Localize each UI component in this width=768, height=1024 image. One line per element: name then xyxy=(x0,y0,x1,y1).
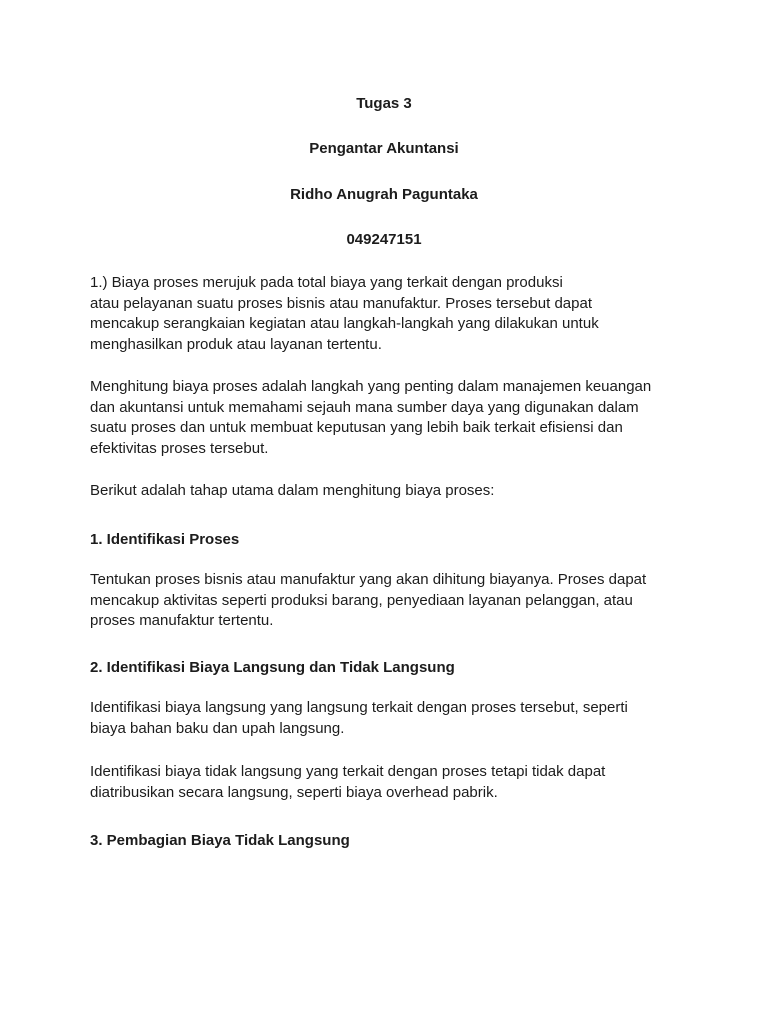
importance-paragraph xyxy=(90,377,690,459)
text-line: atau pelayanan suatu proses bisnis atau manufaktur. Proses tersebut dapat xyxy=(90,294,592,312)
text-line: suatu proses dan untuk membuat keputusan yang lebih baik terkait efisiensi dan xyxy=(90,419,623,436)
text-line: diatribusikan secara langsung, seperti biaya overhead pabrik. xyxy=(90,783,498,801)
step-1-paragraph xyxy=(90,570,690,632)
text-line: efektivitas proses tersebut. xyxy=(90,439,269,457)
text-line: mencakup serangkaian kegiatan atau langkah-langkah yang dilakukan untuk xyxy=(90,315,599,332)
step-2-heading: 2. Identifikasi Biaya Langsung dan Tidak Langsung xyxy=(90,659,455,676)
text-line: Identifikasi biaya langsung yang langsung terkait dengan proses tersebut, seperti xyxy=(90,699,628,716)
step-2-indirect-paragraph xyxy=(90,762,690,803)
text-line: Menghitung biaya proses adalah langkah yang penting dalam manajemen keuangan xyxy=(90,378,652,395)
student-name: Ridho Anugrah Paguntaka xyxy=(290,186,478,203)
text-line: dan akuntansi untuk memahami sejauh mana sumber daya yang digunakan dalam xyxy=(90,398,639,416)
step-2-direct-paragraph xyxy=(90,698,690,739)
text-line: proses manufaktur tertentu. xyxy=(90,612,274,629)
steps-intro-paragraph xyxy=(90,481,690,502)
course-name: Pengantar Akuntansi xyxy=(309,140,459,157)
student-id: 049247151 xyxy=(346,231,422,248)
step-1-heading: 1. Identifikasi Proses xyxy=(90,531,240,548)
text-line: biaya bahan baku dan upah langsung. xyxy=(90,719,345,737)
text-line: Identifikasi biaya tidak langsung yang terkait dengan proses tetapi tidak dapat xyxy=(90,763,606,780)
step-3-heading: 3. Pembagian Biaya Tidak Langsung xyxy=(90,832,350,849)
text-line: 1.) Biaya proses merujuk pada total biaya yang terkait dengan produksi xyxy=(90,274,563,291)
text-line: menghasilkan produk atau layanan tertentu. xyxy=(90,335,382,353)
text-line: Tentukan proses bisnis atau manufaktur yang akan dihitung biayanya. Proses dapat xyxy=(90,571,647,588)
assignment-title: Tugas 3 xyxy=(356,95,412,112)
text-line: mencakup aktivitas seperti produksi barang, penyediaan layanan pelanggan, atau xyxy=(90,591,633,609)
intro-paragraph xyxy=(90,273,690,355)
text-line: Berikut adalah tahap utama dalam menghitung biaya proses: xyxy=(90,482,495,499)
